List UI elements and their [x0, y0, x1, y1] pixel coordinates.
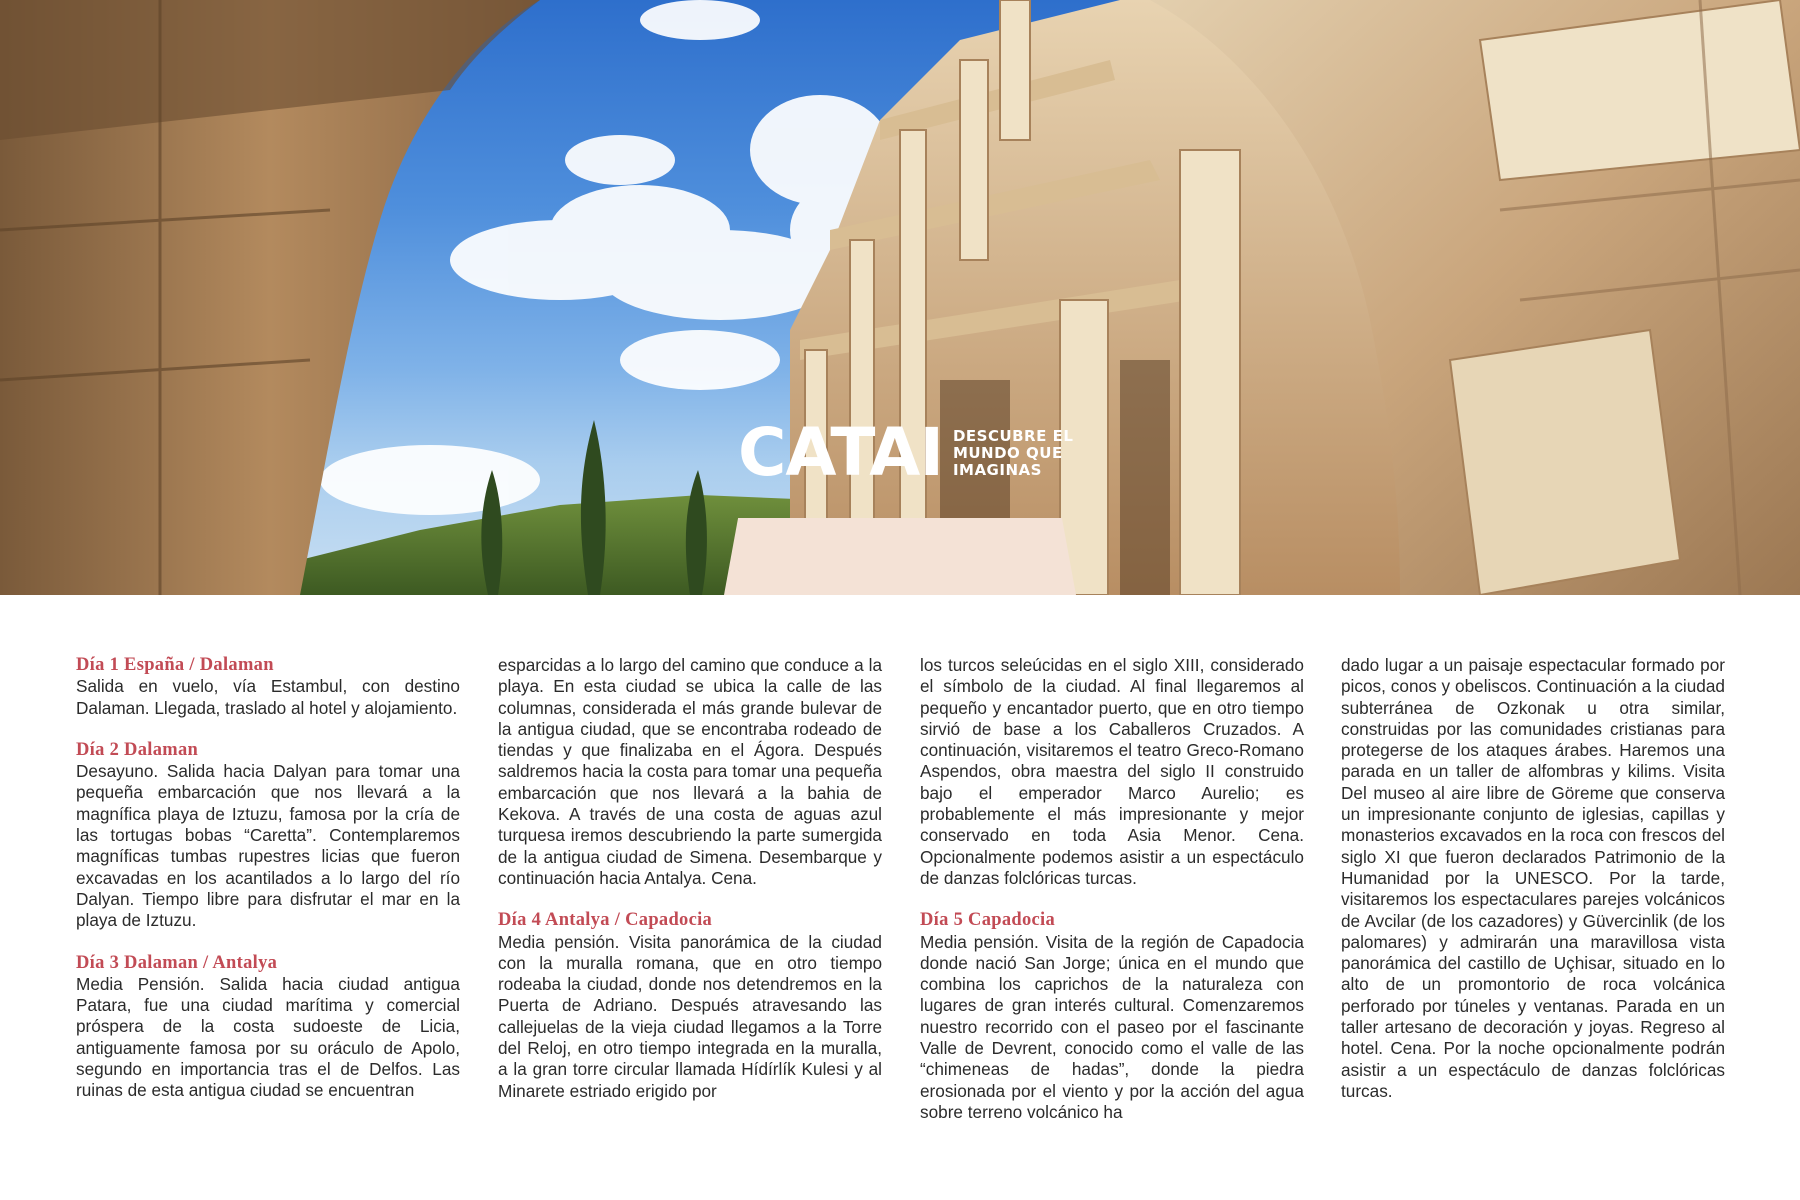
- day-3-title: Día 3 Dalaman / Antalya: [76, 952, 278, 973]
- day-4-block: [498, 910, 882, 1102]
- day-1-block: [76, 655, 460, 719]
- catai-logo: [738, 414, 1074, 491]
- day-3-text: Media Pensión. Salida hacia ciudad antigua Patara, fue una ciudad marítima y comercial próspera de la costa sudoeste de Licia, antiguamente famosa por su oráculo de Apolo, segundo en importancia tras el de Delfos. Las ruinas de esta antigua ciudad se encuentran: [76, 973, 460, 1101]
- tagline-line-3: IMAGINAS: [952, 460, 1042, 479]
- decorative-tab: [724, 518, 1076, 595]
- day-4-continued: [920, 655, 1304, 889]
- day-5-text-continued: dado lugar a un paisaje espectacular formado por picos, conos y obeliscos. Continuación a la ciudad subterránea de Ozkonak u otra similar, construidas por las comunidades cristianas para protegerse de los ataques árabes. Haremos una parada en un taller de alfombras y kilims. Visita Del museo al aire libre de Göreme que conserva un impresionante conjunto de iglesias, capillas y monasterios excavados en la roca con frescos del siglo XI que fueron declarados Patrimonio de la Humanidad por la UNESCO. Por la tarde, visitaremos los espectaculares parejes volcánicos de Avcilar (de los cazadores) y Güvercinlik (de los palomares) y admirarán una maravillosa vista panorámica del castillo de Uçhisar, situado en lo alto de un promontorio de roca volcánica perforado por túneles y ventanas. Parada en un taller artesano de decoración y joyas. Regreso al hotel. Cena. Por la noche opcionalmente podrán asistir a un espectáculo de danzas folclóricas turcas.: [1341, 655, 1725, 1101]
- day-4-title: Día 4 Antalya / Capadocia: [498, 910, 713, 931]
- hero-photo-library-of-celsus: [0, 0, 1800, 595]
- day-2-block: [76, 740, 460, 932]
- logo-wordmark: CATAI: [738, 414, 943, 491]
- day-5-continued: [1341, 655, 1725, 1102]
- day-1-title: Día 1 España / Dalaman: [76, 655, 274, 675]
- day-2-title: Día 2 Dalaman: [76, 739, 199, 760]
- day-3-continued: [498, 655, 882, 889]
- day-3-block: [76, 953, 460, 1102]
- day-5-title: Día 5 Capadocia: [920, 910, 1056, 931]
- tagline-line-2: MUNDO QUE: [952, 443, 1063, 462]
- day-3-text-continued: esparcidas a lo largo del camino que conduce a la playa. En esta ciudad se ubica la calle de las columnas, considerada el más grande bulevar de la antigua ciudad, que se encontraba rodeado de tiendas y que finalizaba en el Ágora. Después saldremos hacia la costa para tomar una pequeña embarcación que nos llevará a la bahia de Kekova. A través de una costa de aguas azul turquesa iremos descubriendo la parte sumergida de la antigua ciudad de Simena. Desembarque y continuación hacia Antalya. Cena.: [498, 655, 882, 888]
- logo-tagline: [953, 428, 1073, 479]
- inscription-block: [1450, 330, 1680, 595]
- itinerary-column-3: [920, 655, 1304, 1144]
- itinerary-column-1: [76, 655, 460, 1123]
- day-4-text: Media pensión. Visita panorámica de la ciudad con la muralla romana, que en otro tiempo rodeaba la ciudad, donde nos detendremos en la Puerta de Adriano. Después atravesando las callejuelas de la vieja ciudad llegamos a la Torre del Reloj, en otro tiempo integrada en la muralla, a la gran torre circular llamada Hídírlík Kulesi y al Minarete estriado erigido por: [498, 931, 882, 1101]
- day-5-block: [920, 910, 1304, 1123]
- day-1-text: Salida en vuelo, vía Estambul, con destino Dalaman. Llegada, traslado al hotel y alojamiento.: [76, 676, 460, 718]
- hero-illustration: [0, 0, 1800, 595]
- day-5-text: Media pensión. Visita de la región de Capadocia donde nació San Jorge; única en el mundo que combina los caprichos de la naturaleza con lugares de gran interés cultural. Comenzaremos nuestro recorrido con el paseo por el fascinante Valle de Devrent, conocido como el valle de las “chimeneas de hadas”, donde la piedra erosionada por el viento y por la acción del agua sobre terreno volcánico ha: [920, 931, 1304, 1122]
- itinerary-column-4: [1341, 655, 1725, 1123]
- day-2-text: Desayuno. Salida hacia Dalyan para tomar una pequeña embarcación que nos llevará a la magnífica playa de Iztuzu, famosa por la cría de las tortugas bobas “Caretta”. Contemplaremos magníficas tumbas rupestres licias que fueron excavadas en los acantilados a lo largo del río Dalyan. Tiempo libre para disfrutar el mar en la playa de Iztuzu.: [76, 761, 460, 931]
- tagline-line-1: DESCUBRE EL: [952, 426, 1074, 445]
- itinerary-column-2: [498, 655, 882, 1123]
- day-4-text-continued: los turcos seleúcidas en el siglo XIII, considerado el símbolo de la ciudad. Al final llegaremos al pequeño y encantador puerto, que en otro tiempo sirvió de base a los Caballeros Cruzados. A continuación, visitaremos el teatro Greco-Romano Aspendos, obra maestra del siglo II construido bajo el emperador Marco Aurelio; es probablemente el más impresionante y mejor conservado en toda Asia Menor. Cena. Opcionalmente podemos asistir a un espectáculo de danzas folclóricas turcas.: [920, 655, 1304, 888]
